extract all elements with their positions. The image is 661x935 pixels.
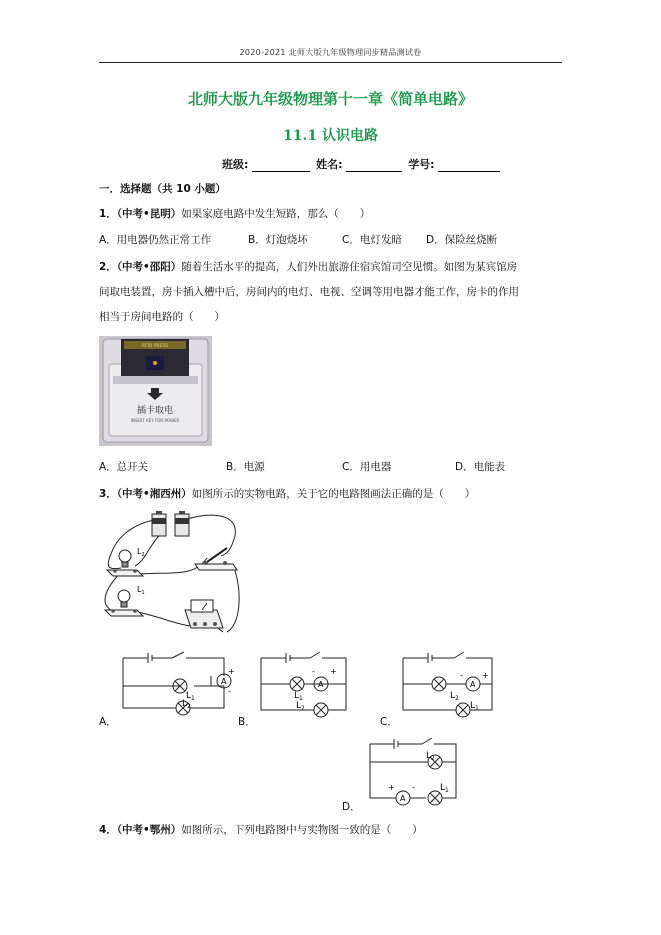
q2-option-c[interactable]: C．用电器 xyxy=(342,461,392,473)
question-2-stem-line3: 相当于房间电路的（ ） xyxy=(99,311,225,323)
id-blank[interactable] xyxy=(438,160,500,172)
student-info-line xyxy=(222,156,502,172)
question-1-stem xyxy=(99,207,370,221)
question-number: 2． xyxy=(99,261,117,273)
l2-label: $L_2$ xyxy=(182,699,191,710)
id-label: 学号: xyxy=(408,158,435,171)
l2-label: $L_2$ xyxy=(426,751,435,762)
minus-sign: - xyxy=(312,667,315,676)
section-subtitle: 11.1 认识电路 xyxy=(283,128,378,144)
question-source: （中考•湘西州） xyxy=(116,488,192,500)
l2-label: $L_2$ xyxy=(450,691,459,702)
l1-label: $L_1$ xyxy=(186,691,195,702)
question-number: 4． xyxy=(99,824,117,836)
circuit-diagram-b xyxy=(258,648,353,720)
question-3-stem xyxy=(99,487,475,501)
slot-label-en: INSERT KEY FOR POWER xyxy=(130,418,180,423)
q2-option-b[interactable]: B．电源 xyxy=(226,461,265,473)
q3-option-b[interactable]: B． xyxy=(238,716,256,728)
name-blank[interactable] xyxy=(346,160,402,172)
ammeter-icon xyxy=(185,600,223,628)
minus-sign: - xyxy=(228,687,231,696)
question-4-stem xyxy=(99,823,423,837)
q3-option-c[interactable]: C． xyxy=(380,716,398,728)
q2-option-a[interactable]: A．总开关 xyxy=(99,461,149,473)
plus-sign: + xyxy=(228,667,235,676)
minus-sign: - xyxy=(460,671,463,680)
question-text: 如图所示的实物电路，关于它的电路图画法正确的是（ ） xyxy=(191,488,476,500)
plus-sign: + xyxy=(388,783,395,792)
section-heading: 一．选择题（共 10 小题） xyxy=(99,183,226,195)
ammeter-label: A xyxy=(318,680,324,689)
card-print: RFID PRESS xyxy=(141,344,169,349)
q3-option-a[interactable]: A． xyxy=(99,716,117,728)
card-power-slot-image xyxy=(99,336,212,446)
ammeter-label: A xyxy=(400,794,406,803)
question-number: 3． xyxy=(99,488,117,500)
q3-option-d[interactable]: D． xyxy=(342,801,361,813)
question-2-stem-line1 xyxy=(99,260,517,274)
question-source: （中考•鄂州） xyxy=(116,824,182,836)
question-text: 随着生活水平的提高，人们外出旅游住宿宾馆司空见惯。如图为某宾馆房 xyxy=(181,261,518,273)
l1-label: $L_1$ xyxy=(137,585,145,596)
circuit-diagram-d xyxy=(364,738,464,810)
question-text: 如图所示，下列电路图中与实物图一致的是（ ） xyxy=(181,824,423,836)
q1-option-d[interactable]: D．保险丝烧断 xyxy=(426,234,498,246)
q1-option-a[interactable]: A．用电器仍然正常工作 xyxy=(99,234,212,246)
q1-option-c[interactable]: C．电灯发暗 xyxy=(342,234,402,246)
l1-label: $L_1$ xyxy=(294,691,303,702)
class-blank[interactable] xyxy=(252,160,310,172)
document-title: 北师大版九年级物理第十一章《简单电路》 xyxy=(187,90,473,108)
name-label: 姓名: xyxy=(316,158,343,171)
minus-sign: - xyxy=(412,783,415,792)
q2-option-d[interactable]: D．电能表 xyxy=(455,461,506,473)
circuit-diagram-c xyxy=(400,648,500,720)
l2-label: $L_2$ xyxy=(296,701,305,712)
plus-sign: + xyxy=(482,671,489,680)
l1-label: $L_1$ xyxy=(440,783,449,794)
l2-label: $L_2$ xyxy=(137,547,145,558)
question-source: （中考•邵阳） xyxy=(116,261,182,273)
header-rule xyxy=(99,62,562,63)
l1-label: $L_1$ xyxy=(470,701,479,712)
physical-circuit-image xyxy=(99,506,244,641)
q1-option-b[interactable]: B．灯泡烧坏 xyxy=(248,234,308,246)
battery-icon xyxy=(152,511,189,536)
plus-sign: + xyxy=(330,667,337,676)
question-source: （中考•昆明） xyxy=(116,208,182,220)
slot-label-cn: 插卡取电 xyxy=(136,406,174,416)
page-header: 2020-2021 北师大版九年级物理同步精品测试卷 xyxy=(239,48,422,57)
circuit-diagram-a xyxy=(120,648,240,718)
ammeter-label: A xyxy=(470,680,476,689)
question-text: 如果家庭电路中发生短路，那么（ ） xyxy=(181,208,371,220)
switch-icon xyxy=(195,548,237,570)
question-number: 1． xyxy=(99,208,117,220)
class-label: 班级: xyxy=(222,158,249,171)
ammeter-label: A xyxy=(221,677,227,686)
question-2-stem-line2: 间取电装置，房卡插入槽中后，房间内的电灯、电视、空调等用电器才能工作，房卡的作用 xyxy=(99,286,519,298)
